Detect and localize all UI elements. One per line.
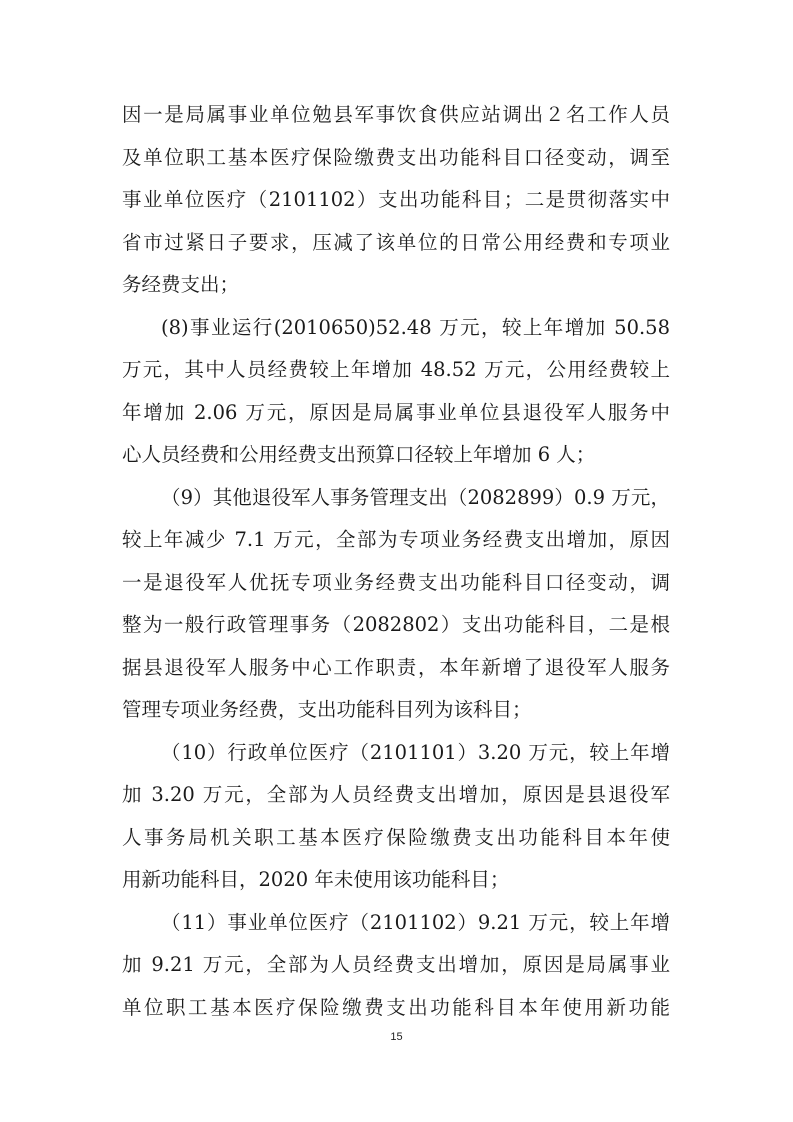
- paragraph-line: 加 9.21 万元，全部为人员经费支出增加，原因是局属事业: [122, 953, 670, 976]
- paragraph-line: 较上年减少 7.1 万元，全部为专项业务经费支出增加，原因: [122, 528, 670, 551]
- paragraph-line: 据县退役军人服务中心工作职责，本年新增了退役军人服务: [122, 656, 670, 679]
- paragraph-line: （9）其他退役军人事务管理支出（2082899）0.9 万元，: [161, 486, 670, 509]
- paragraph-line: （10）行政单位医疗（2101101）3.20 万元，较上年增: [161, 741, 670, 764]
- paragraph-line: 人事务局机关职工基本医疗保险缴费支出功能科目本年使: [122, 826, 670, 849]
- paragraph-line: 加 3.20 万元，全部为人员经费支出增加，原因是县退役军: [122, 783, 670, 806]
- paragraph-line: (8)事业运行(2010650)52.48 万元，较上年增加 50.58: [161, 316, 670, 339]
- paragraph-line: 整为一般行政管理事务（2082802）支出功能科目，二是根: [122, 613, 670, 636]
- paragraph-line: 及单位职工基本医疗保险缴费支出功能科目口径变动，调至: [122, 146, 670, 169]
- paragraph-line: 事业单位医疗（2101102）支出功能科目；二是贯彻落实中: [122, 188, 670, 211]
- paragraph-line: 省市过紧日子要求，压减了该单位的日常公用经费和专项业: [122, 231, 670, 254]
- paragraph-line: 用新功能科目，2020 年未使用该功能科目；: [122, 868, 510, 891]
- paragraph-line: 心人员经费和公用经费支出预算口径较上年增加 6 人；: [122, 443, 596, 466]
- paragraph-line: （11）事业单位医疗（2101102）9.21 万元，较上年增: [161, 911, 670, 934]
- paragraph-line: 因一是局属事业单位勉县军事饮食供应站调出２名工作人员: [122, 103, 670, 126]
- paragraph-line: 管理专项业务经费，支出功能科目列为该科目；: [122, 698, 532, 721]
- paragraph-line: 务经费支出；: [122, 273, 240, 296]
- paragraph-line: 一是退役军人优抚专项业务经费支出功能科目口径变动，调: [122, 571, 670, 594]
- page-number: 15: [390, 1031, 403, 1043]
- paragraph-line: 单位职工基本医疗保险缴费支出功能科目本年使用新功能: [122, 996, 670, 1019]
- paragraph-line: 年增加 2.06 万元，原因是局属事业单位县退役军人服务中: [122, 401, 670, 424]
- paragraph-line: 万元，其中人员经费较上年增加 48.52 万元，公用经费较上: [122, 358, 670, 381]
